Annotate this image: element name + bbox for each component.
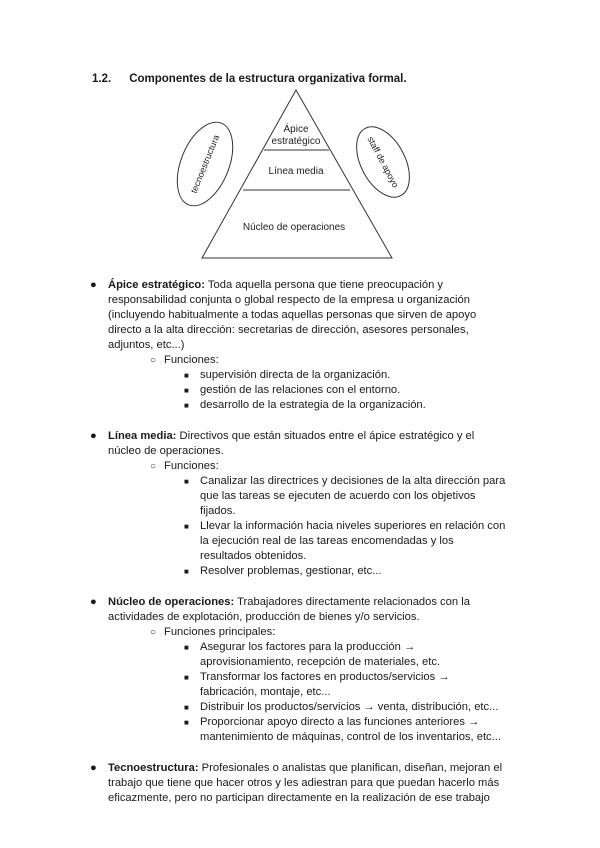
list-item-apex (88, 278, 508, 413)
description: Toda aquella persona que tiene preocupación y responsabilidad conjunta o global respecto de la empresa u organización (incluyendo habitualmente a todas aquellas personas que sirven de apoyo directo a la alta dirección: secretarias de dirección, asesores personales, adjuntos, etc...) (108, 279, 477, 351)
list-item: ■ supervisión directa de la organización. (184, 369, 391, 381)
bullet-square: ■ (184, 522, 189, 531)
description: Directivos que están situados entre el ápice estratégico y el núcleo de operaciones. (108, 430, 475, 457)
sub-label: Funciones: (164, 460, 219, 472)
operating-core-label: Núcleo de operaciones (242, 222, 346, 233)
list-item: ■ Llevar la información hacia niveles superiores en relación con la ejecución real de las tareas encomendadas y los resultados obtenidos. (184, 520, 506, 562)
technostructure-label: tecnoestructura (188, 133, 222, 195)
bullet-square: ■ (184, 477, 189, 486)
section-heading (92, 73, 407, 85)
bullet-square: ■ (184, 673, 189, 682)
list-item: ■ Distribuir los productos/servicios → venta, distribución, etc... (184, 701, 499, 713)
bullet-circle: ○ (150, 355, 157, 366)
term: Línea media: (108, 430, 177, 442)
bullet-dot: ● (90, 762, 97, 774)
org-structure-diagram (160, 88, 440, 264)
list-item: ■ Transformar los factores en productos/servicios → fabricación, montaje, etc... (184, 671, 450, 698)
sub-label: Funciones: (164, 354, 219, 366)
content (88, 278, 508, 822)
list-item: ■ Canalizar las directrices y decisiones de la alta dirección para que las tareas se ejecuten de acuerdo con los objetivos fijados. (184, 475, 506, 517)
bullet-circle: ○ (150, 627, 157, 638)
bullet-square: ■ (184, 643, 189, 652)
list-item: ■ desarrollo de la estrategia de la organización. (184, 399, 426, 411)
section-number: 1.2. (92, 73, 112, 85)
bullet-dot: ● (90, 430, 97, 442)
middle-line-label: Línea media (268, 166, 324, 177)
bullet-square: ■ (184, 386, 189, 395)
sub-item (108, 625, 508, 640)
list-item-operating-core (88, 595, 508, 745)
section-title: Componentes de la estructura organizativa formal. (129, 73, 407, 85)
list-item: ■ Resolver problemas, gestionar, etc... (184, 565, 382, 577)
function-list (108, 474, 508, 579)
bullet-dot: ● (90, 279, 97, 291)
list-item-technostructure (88, 761, 508, 806)
bullet-square: ■ (184, 401, 189, 410)
bullet-square: ■ (184, 703, 189, 712)
bullet-square: ■ (184, 718, 189, 727)
list-item: ■ gestión de las relaciones con el entorno. (184, 384, 401, 396)
bullet-circle: ○ (150, 461, 157, 472)
description: Trabajadores directamente relacionados con la actividades de explotación, producción de bienes y/o servicios. (108, 596, 470, 623)
function-list (108, 368, 508, 413)
sub-item (108, 459, 508, 474)
function-list (108, 640, 508, 745)
description: Profesionales o analistas que planifican, diseñan, mejoran el trabajo que tiene que hacer otros y les adiestran para que puedan hacerlo más eficazmente, pero no participan directamente en la realización de ese trabajo (108, 762, 503, 804)
term: Ápice estratégico: (108, 279, 205, 291)
sub-item (108, 353, 508, 368)
list-item: ■ Asegurar los factores para la producción → aprovisionamiento, recepción de materiales, etc. (184, 641, 441, 668)
term: Tecnoestructura: (108, 762, 199, 774)
bullet-square: ■ (184, 567, 189, 576)
sub-label: Funciones principales: (164, 626, 276, 638)
apex-label-1: Ápice (283, 124, 309, 135)
bullet-dot: ● (90, 596, 97, 608)
list-item-middle-line (88, 429, 508, 579)
apex-label-2: estratégico (271, 136, 321, 147)
term: Núcleo de operaciones: (108, 596, 235, 608)
list-item: ■ Proporcionar apoyo directo a las funciones anteriores → mantenimiento de máquinas, control de los inventarios, etc... (184, 716, 501, 743)
support-staff-label: staff de apoyo (365, 134, 401, 190)
bullet-square: ■ (184, 371, 189, 380)
